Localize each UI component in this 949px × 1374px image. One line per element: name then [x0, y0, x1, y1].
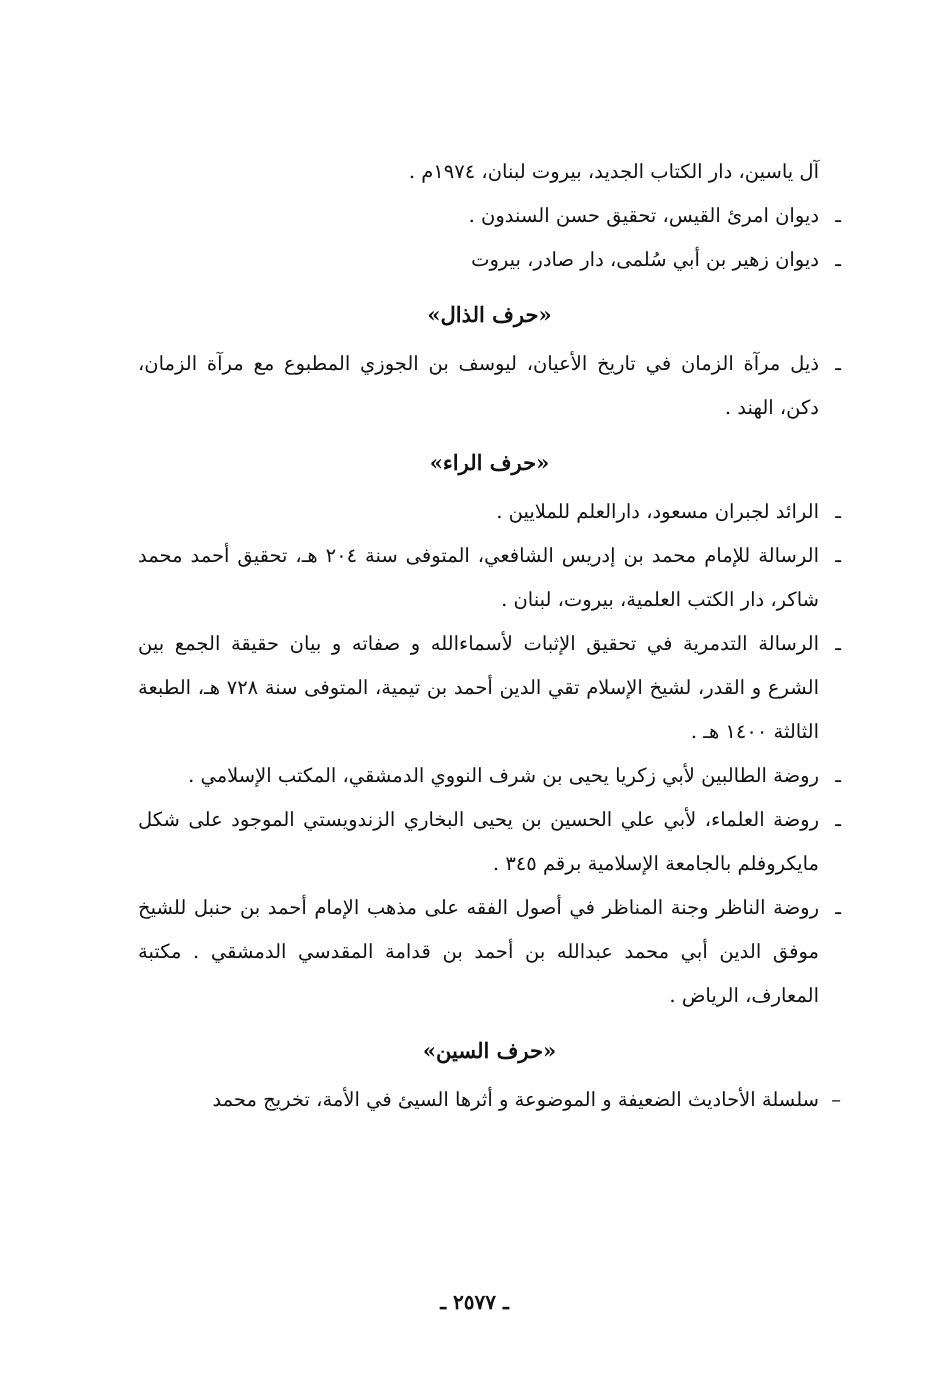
bibliography-entry	[138, 754, 841, 798]
entry-text: روضة الناظر وجنة المناظر في أصول الفقه على مذهب الإمام أحمد بن حنبل للشيخ موفق الدين أبي محمد عبدالله بن أحمد بن قدامة المقدسي الدمشقي . مكتبة المعارف، الرياض .	[138, 896, 819, 1007]
bibliography-entry	[138, 342, 841, 430]
entry-dash: ـ	[835, 500, 841, 523]
entry-text: الرسالة التدمرية في تحقيق الإثبات لأسماءالله و صفاته و بيان حقيقة الجمع بين الشرع و القدر، لشيخ الإسلام تقي الدين أحمد بن تيمية، المتوفى سنة ٧٢٨ هـ، الطبعة الثالثة ١٤٠٠ هـ .	[138, 632, 819, 743]
bibliography-entry	[138, 1078, 841, 1122]
entry-text: آل ياسين، دار الكتاب الجديد، بيروت لبنان، ١٩٧٤م .	[408, 160, 819, 183]
entry-dash: ـ	[835, 352, 841, 375]
bibliography-entry	[138, 534, 841, 622]
entry-text: ذيل مرآة الزمان في تاريخ الأعيان، ليوسف بن الجوزي المطبوع مع مرآة الزمان، دكن، الهند .	[138, 352, 819, 419]
entry-dash: ـ	[835, 248, 841, 271]
entry-text: الرسالة للإمام محمد بن إدريس الشافعي، المتوفى سنة ٢٠٤ هـ، تحقيق أحمد محمد شاكر، دار الكتب العلمية، بيروت، لبنان .	[138, 544, 819, 611]
entry-text: الرائد لجبران مسعود، دارالعلم للملايين .	[496, 500, 819, 523]
section-heading-dhal: «حرف الذال»	[427, 302, 552, 327]
entry-dash: ـ	[835, 764, 841, 787]
entry-dash: ـ	[835, 204, 841, 227]
bibliography-entry	[138, 150, 841, 194]
entry-text: ديوان امرئ القيس، تحقيق حسن السندون .	[468, 204, 819, 227]
entry-dash: –	[831, 1088, 841, 1111]
entry-text: ديوان زهير بن أبي سُلمى، دار صادر، بيروت	[471, 248, 819, 271]
bibliography-entry	[138, 194, 841, 238]
bibliography-entry	[138, 238, 841, 282]
entry-dash: ـ	[835, 808, 841, 831]
bibliography-entry	[138, 622, 841, 754]
page-number: ـ ٢٥٧٧ ـ	[440, 1290, 509, 1314]
bibliography-entry	[138, 886, 841, 1018]
bibliography-entry	[138, 490, 841, 534]
section-heading-sin: «حرف السين»	[422, 1038, 557, 1063]
section-heading-ra: «حرف الراء»	[429, 450, 550, 475]
entry-text: روضة الطالبين لأبي زكريا يحيى بن شرف النووي الدمشقي، المكتب الإسلامي .	[188, 764, 819, 787]
entry-text: سلسلة الأحاديث الضعيفة و الموضوعة و أثرها السيئ في الأمة، تخريج محمد	[212, 1088, 819, 1111]
bibliography-content	[138, 150, 841, 1122]
entry-dash: ـ	[835, 896, 841, 919]
entry-dash: ـ	[835, 632, 841, 655]
entry-dash: ـ	[835, 544, 841, 567]
bibliography-entry	[138, 798, 841, 886]
entry-text: روضة العلماء، لأبي علي الحسين بن يحيى البخاري الزندويستي الموجود على شكل مايكروفلم بالجامعة الإسلامية برقم ٣٤٥ .	[138, 808, 819, 875]
